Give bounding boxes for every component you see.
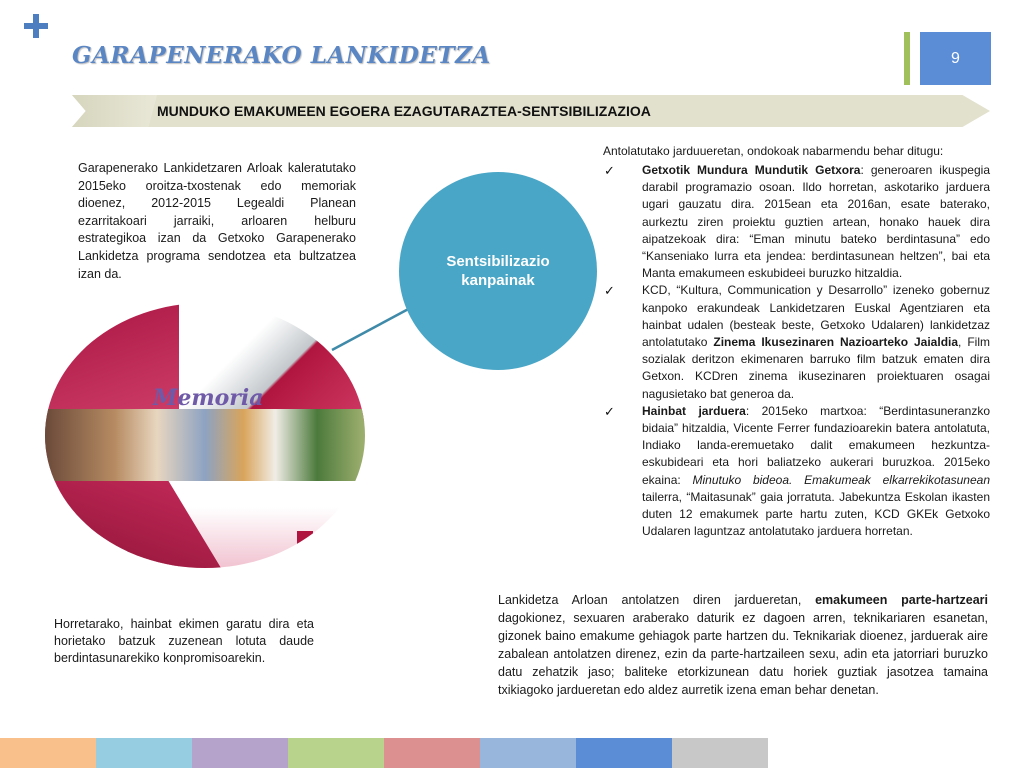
footer-segment-3 [192,738,288,768]
page-number: 9 [920,32,991,85]
footer-segment-7 [576,738,672,768]
checkmark-icon: ✓ [604,163,615,178]
accent-bar [904,32,910,85]
participation-paragraph [498,591,988,699]
campaign-circle [399,172,597,370]
bullet-text: : generoaren ikuspegia darabil programazio osoan. Ildo horretan, askotariko jarduera ugari gauzatu dira. 2015ean eta 2016an, esate baterako, aurkeztu ziren proiektu guztien artean, honako hauek dira aipatzekoak dira: “Eman minutu bateko berdintasuna” edo “Kanseniako lurra eta jendea: berdintasunean heltzen”, bai eta Manta emakumeen eskubideei buruzko hitzaldia. [642,163,990,281]
paragraph-text: Lankidetza Arloan antolatzen diren jardueretan, [498,593,816,607]
bullet-bold: Getxotik Mundura Mundutik Getxora [642,163,861,177]
bullet-bold: Hainbat jarduera [642,403,746,418]
footer-segment-1 [0,738,96,768]
circle-label-line1: Sentsibilizazio [446,253,550,270]
bullet-italic: Minutuko bideoa. Emakumeak elkarrekikotasunean [692,472,990,487]
list-item [602,162,990,282]
checkmark-icon: ✓ [604,283,615,299]
footer-segment-8 [672,738,768,768]
commitment-paragraph: Horretarako, hainbat ekimen garatu dira eta horietako batzuk zuzenean lotuta daude berdintasunarekiko konpromisoarekin. [54,617,314,665]
bullet-bold: Zinema Ikusezinaren Nazioarteko Jaialdia [713,335,959,350]
list-item [602,403,990,541]
footer-segment-6 [480,738,576,768]
memoria-cover-image [45,303,365,568]
activities-intro: Antolatutako jarduueretan, ondokoak nabarmendu behar ditugu: [603,144,944,158]
footer-segment-5 [384,738,480,768]
footer-segment-2 [96,738,192,768]
bullet-text: : 2015eko martxoa: “Berdintasuneranzko bidaia” hitzaldia, Vicente Ferrer fundazioarekin batera antolatuta, Indiako landa-eremuetako dalit emakumeen hezkuntza-eskubideari eta hori baliatzeko aukerari buruzkoa. 2015eko ekaina: [642,403,990,487]
bullet-text: KCD, “Kultura, Communication y Desarrollo” izeneko gobernuz kanpoko erakundeak Lankidetzaren Euskal Agentziaren eta hainbat udalen (besteak beste, Getxoko Udalaren) lankidetzaz antolatutako [642,283,990,350]
checkmark-icon: ✓ [604,403,615,419]
paragraph-text: dagokionez, sexuaren araberako daturik ez dagoen arren, teknikariaren esanetan, gizonek baino emakume gehiagok parte hartzen du. Teknikariak dioenez, jarduerak aire zabalean antolatzen direnez, ezin da parte-hartzaileen sexu, adin eta jatorriari buruzko datu zehatzik jaso; baliteke etorkizunean datu horiek guztiak jasotzea tamaina txikiagoko jardueretan edo aldez aurretik izena eman behar denetan. [498,611,988,697]
page-title: GARAPENERAKO LANKIDETZA [72,42,491,69]
activities-list [602,162,990,540]
footer-color-bar [0,738,768,768]
paragraph-bold: emakumeen parte-hartzeari [815,593,988,607]
bullet-text: tailerra, “Maitasunak” gaia jorratuta. Jabekuntza Eskolan ikasten duten 12 emakumek parte hartu zuten, KCD GKEk Getxoko Udalaren laguntzaz antolatutako jarduera horretan. [642,489,990,539]
logo-text: Gr [299,549,314,563]
plus-icon [24,14,48,38]
logo-icon [297,531,313,545]
section-subtitle: MUNDUKO EMAKUMEEN EGOERA EZAGUTARAZTEA-SENTSIBILIZAZIOA [157,103,651,119]
circle-label-line2: kanpainak [461,272,535,289]
memoria-label: Memoria [153,385,264,411]
bullet-text: , Film sozialak deritzon ekimenaren barruko film batzuk ematen dira Getxon. KCDren zinema ikusezinaren proiektuaren osagai nagusietako bat generoa da. [642,335,991,401]
footer-segment-4 [288,738,384,768]
intro-paragraph: Garapenerako Lankidetzaren Arloak kaleratutako 2015eko oroitza-txostenak edo memoriak dioenez, 2012-2015 Legealdi Planean ezarritakoari jarraiki, arloaren helburu estrategikoa izan da Getxoko Garapenerako Lankidetza programa sendotzea eta bultzatzea izan da. [78,161,356,281]
list-item [602,282,990,402]
